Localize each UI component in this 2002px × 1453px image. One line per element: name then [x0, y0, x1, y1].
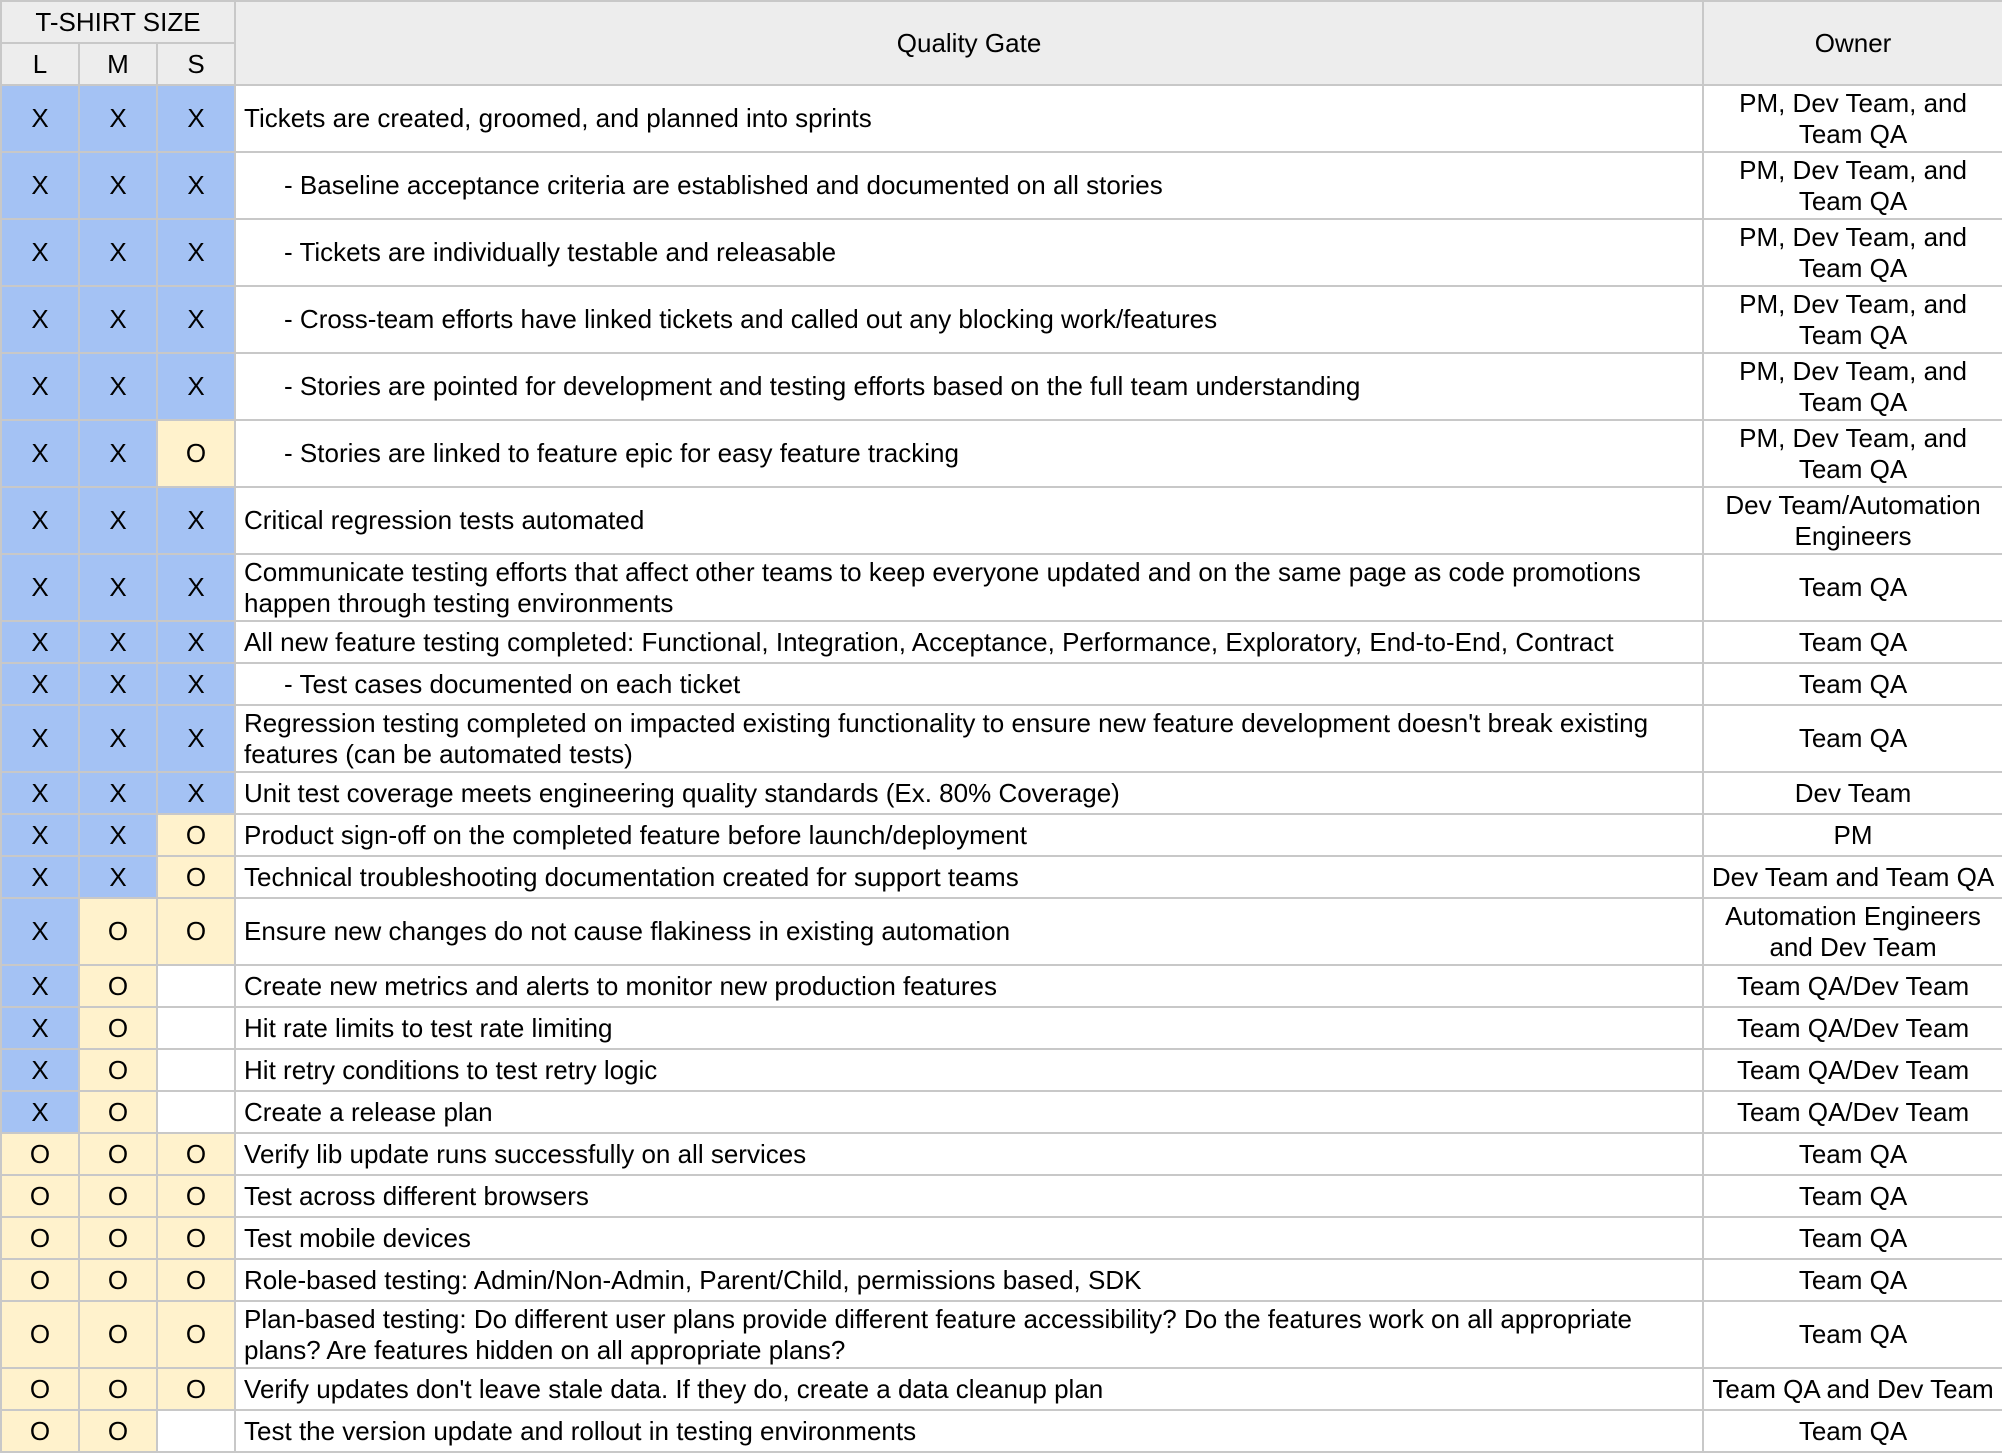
- table-row: [1, 420, 2002, 487]
- owner-cell[interactable]: Team QA/Dev Team: [1703, 1091, 2002, 1133]
- size-l-cell[interactable]: X: [1, 353, 79, 420]
- size-l-cell[interactable]: X: [1, 856, 79, 898]
- size-s-cell[interactable]: [157, 1049, 235, 1091]
- size-l-cell[interactable]: X: [1, 621, 79, 663]
- table-row: [1, 1301, 2002, 1368]
- table-row: [1, 856, 2002, 898]
- size-m-cell[interactable]: O: [79, 1217, 157, 1259]
- size-s-header[interactable]: S: [157, 43, 235, 85]
- size-s-cell[interactable]: X: [157, 554, 235, 621]
- size-m-cell[interactable]: X: [79, 814, 157, 856]
- size-l-cell[interactable]: O: [1, 1217, 79, 1259]
- size-m-cell[interactable]: X: [79, 420, 157, 487]
- size-l-cell[interactable]: X: [1, 286, 79, 353]
- size-s-cell[interactable]: X: [157, 286, 235, 353]
- table-row: [1, 85, 2002, 152]
- size-s-cell[interactable]: O: [157, 898, 235, 965]
- quality-gate-cell[interactable]: Plan-based testing: Do different user plans provide different feature accessibility? Do the features work on all appropriate plans? Are features hidden on all appropriate plans?: [235, 1301, 1703, 1368]
- table-row: [1, 554, 2002, 621]
- table-row: [1, 353, 2002, 420]
- size-m-cell[interactable]: X: [79, 856, 157, 898]
- quality-gate-cell[interactable]: - Stories are linked to feature epic for easy feature tracking: [235, 420, 1703, 487]
- quality-gate-cell[interactable]: Product sign-off on the completed feature before launch/deployment: [235, 814, 1703, 856]
- size-m-cell[interactable]: O: [79, 1368, 157, 1410]
- owner-cell[interactable]: Dev Team and Team QA: [1703, 856, 2002, 898]
- size-m-cell[interactable]: O: [79, 1091, 157, 1133]
- size-l-cell[interactable]: O: [1, 1368, 79, 1410]
- table-row: [1, 1049, 2002, 1091]
- table-row: [1, 1217, 2002, 1259]
- table-row: [1, 1410, 2002, 1452]
- size-s-cell[interactable]: X: [157, 772, 235, 814]
- quality-gate-cell[interactable]: Create a release plan: [235, 1091, 1703, 1133]
- owner-cell[interactable]: Team QA: [1703, 554, 2002, 621]
- size-s-cell[interactable]: X: [157, 705, 235, 772]
- size-m-cell[interactable]: O: [79, 1133, 157, 1175]
- quality-gate-cell[interactable]: - Tickets are individually testable and releasable: [235, 219, 1703, 286]
- size-l-cell[interactable]: O: [1, 1410, 79, 1452]
- table-row: [1, 1007, 2002, 1049]
- size-m-cell[interactable]: O: [79, 965, 157, 1007]
- size-s-cell[interactable]: X: [157, 663, 235, 705]
- owner-cell[interactable]: PM, Dev Team, and Team QA: [1703, 219, 2002, 286]
- owner-cell[interactable]: Dev Team/Automation Engineers: [1703, 487, 2002, 554]
- owner-cell[interactable]: Team QA and Dev Team: [1703, 1368, 2002, 1410]
- owner-cell[interactable]: PM, Dev Team, and Team QA: [1703, 353, 2002, 420]
- owner-cell[interactable]: PM, Dev Team, and Team QA: [1703, 420, 2002, 487]
- owner-cell[interactable]: Team QA: [1703, 1410, 2002, 1452]
- quality-gate-cell[interactable]: Hit retry conditions to test retry logic: [235, 1049, 1703, 1091]
- owner-cell[interactable]: PM, Dev Team, and Team QA: [1703, 85, 2002, 152]
- size-m-cell[interactable]: X: [79, 219, 157, 286]
- size-l-cell[interactable]: X: [1, 1091, 79, 1133]
- quality-gate-cell[interactable]: - Stories are pointed for development and testing efforts based on the full team understanding: [235, 353, 1703, 420]
- table-row: [1, 487, 2002, 554]
- size-l-cell[interactable]: X: [1, 487, 79, 554]
- size-m-cell[interactable]: O: [79, 1049, 157, 1091]
- size-l-cell[interactable]: O: [1, 1175, 79, 1217]
- size-l-cell[interactable]: X: [1, 965, 79, 1007]
- size-s-cell[interactable]: [157, 965, 235, 1007]
- size-l-cell[interactable]: X: [1, 1049, 79, 1091]
- table-row: [1, 814, 2002, 856]
- size-l-cell[interactable]: X: [1, 705, 79, 772]
- size-s-cell[interactable]: O: [157, 1301, 235, 1368]
- table-row: [1, 898, 2002, 965]
- quality-gate-header[interactable]: Quality Gate: [235, 1, 1703, 85]
- owner-cell[interactable]: PM, Dev Team, and Team QA: [1703, 152, 2002, 219]
- size-m-cell[interactable]: O: [79, 1259, 157, 1301]
- quality-gate-cell[interactable]: Communicate testing efforts that affect other teams to keep everyone updated and on the same page as code promotions happen through testing environments: [235, 554, 1703, 621]
- size-s-cell[interactable]: O: [157, 856, 235, 898]
- quality-gate-cell[interactable]: Ensure new changes do not cause flakiness in existing automation: [235, 898, 1703, 965]
- owner-cell[interactable]: Team QA: [1703, 705, 2002, 772]
- quality-gate-cell[interactable]: Test the version update and rollout in testing environments: [235, 1410, 1703, 1452]
- size-m-cell[interactable]: X: [79, 152, 157, 219]
- table-row: [1, 1259, 2002, 1301]
- size-s-cell[interactable]: [157, 1007, 235, 1049]
- size-m-cell[interactable]: X: [79, 663, 157, 705]
- size-s-cell[interactable]: O: [157, 1175, 235, 1217]
- size-s-cell[interactable]: [157, 1410, 235, 1452]
- size-l-cell[interactable]: X: [1, 219, 79, 286]
- size-l-cell[interactable]: X: [1, 1007, 79, 1049]
- owner-cell[interactable]: Team QA: [1703, 663, 2002, 705]
- size-m-cell[interactable]: X: [79, 554, 157, 621]
- owner-cell[interactable]: Team QA/Dev Team: [1703, 965, 2002, 1007]
- table-row: [1, 152, 2002, 219]
- size-l-cell[interactable]: X: [1, 663, 79, 705]
- size-s-cell[interactable]: O: [157, 814, 235, 856]
- size-s-cell[interactable]: X: [157, 353, 235, 420]
- size-s-cell[interactable]: X: [157, 487, 235, 554]
- quality-gate-cell[interactable]: Role-based testing: Admin/Non-Admin, Parent/Child, permissions based, SDK: [235, 1259, 1703, 1301]
- size-l-cell[interactable]: O: [1, 1259, 79, 1301]
- table-row: [1, 286, 2002, 353]
- quality-gate-cell[interactable]: Hit rate limits to test rate limiting: [235, 1007, 1703, 1049]
- table-row: [1, 1133, 2002, 1175]
- tshirt-size-header[interactable]: T-SHIRT SIZE: [1, 1, 235, 43]
- quality-gate-cell[interactable]: Regression testing completed on impacted existing functionality to ensure new feature development doesn't break existing features (can be automated tests): [235, 705, 1703, 772]
- size-m-cell[interactable]: X: [79, 705, 157, 772]
- table-row: [1, 1091, 2002, 1133]
- quality-gate-cell[interactable]: - Baseline acceptance criteria are established and documented on all stories: [235, 152, 1703, 219]
- owner-cell[interactable]: Team QA: [1703, 1217, 2002, 1259]
- size-l-cell[interactable]: X: [1, 420, 79, 487]
- size-m-cell[interactable]: X: [79, 772, 157, 814]
- quality-gate-cell[interactable]: - Cross-team efforts have linked tickets and called out any blocking work/features: [235, 286, 1703, 353]
- quality-gate-cell[interactable]: Verify updates don't leave stale data. If they do, create a data cleanup plan: [235, 1368, 1703, 1410]
- size-l-cell[interactable]: X: [1, 85, 79, 152]
- quality-gate-cell[interactable]: Technical troubleshooting documentation created for support teams: [235, 856, 1703, 898]
- owner-header[interactable]: Owner: [1703, 1, 2002, 85]
- owner-cell[interactable]: PM, Dev Team, and Team QA: [1703, 286, 2002, 353]
- owner-cell[interactable]: Team QA/Dev Team: [1703, 1007, 2002, 1049]
- size-m-cell[interactable]: X: [79, 621, 157, 663]
- size-m-cell[interactable]: O: [79, 1007, 157, 1049]
- owner-cell[interactable]: Team QA: [1703, 621, 2002, 663]
- quality-gate-cell[interactable]: Unit test coverage meets engineering quality standards (Ex. 80% Coverage): [235, 772, 1703, 814]
- size-s-cell[interactable]: O: [157, 1217, 235, 1259]
- size-l-cell[interactable]: X: [1, 814, 79, 856]
- size-m-cell[interactable]: X: [79, 286, 157, 353]
- size-s-cell[interactable]: X: [157, 85, 235, 152]
- table-row: [1, 663, 2002, 705]
- size-m-header[interactable]: M: [79, 43, 157, 85]
- quality-gate-cell[interactable]: Tickets are created, groomed, and planned into sprints: [235, 85, 1703, 152]
- size-m-cell[interactable]: O: [79, 1175, 157, 1217]
- size-s-cell[interactable]: O: [157, 1368, 235, 1410]
- table-row: [1, 965, 2002, 1007]
- size-m-cell[interactable]: O: [79, 898, 157, 965]
- owner-cell[interactable]: Team QA: [1703, 1175, 2002, 1217]
- size-l-cell[interactable]: X: [1, 772, 79, 814]
- quality-gate-cell[interactable]: Test across different browsers: [235, 1175, 1703, 1217]
- size-m-cell[interactable]: O: [79, 1410, 157, 1452]
- size-m-cell[interactable]: X: [79, 487, 157, 554]
- size-l-cell[interactable]: X: [1, 152, 79, 219]
- table-row: [1, 772, 2002, 814]
- size-l-cell[interactable]: O: [1, 1301, 79, 1368]
- owner-cell[interactable]: Dev Team: [1703, 772, 2002, 814]
- size-s-cell[interactable]: X: [157, 219, 235, 286]
- header-row-group: [1, 1, 2002, 43]
- size-m-cell[interactable]: X: [79, 353, 157, 420]
- table-row: [1, 219, 2002, 286]
- owner-cell[interactable]: PM: [1703, 814, 2002, 856]
- quality-gate-cell[interactable]: Verify lib update runs successfully on all services: [235, 1133, 1703, 1175]
- size-s-cell[interactable]: O: [157, 1133, 235, 1175]
- table-row: [1, 705, 2002, 772]
- owner-cell[interactable]: Team QA/Dev Team: [1703, 1049, 2002, 1091]
- size-l-cell[interactable]: O: [1, 1133, 79, 1175]
- size-s-cell[interactable]: [157, 1091, 235, 1133]
- size-m-cell[interactable]: X: [79, 85, 157, 152]
- size-m-cell[interactable]: O: [79, 1301, 157, 1368]
- quality-gate-cell[interactable]: Create new metrics and alerts to monitor new production features: [235, 965, 1703, 1007]
- size-s-cell[interactable]: X: [157, 152, 235, 219]
- table-row: [1, 621, 2002, 663]
- size-l-cell[interactable]: X: [1, 554, 79, 621]
- quality-gate-cell[interactable]: Test mobile devices: [235, 1217, 1703, 1259]
- size-s-cell[interactable]: X: [157, 621, 235, 663]
- quality-gate-cell[interactable]: Critical regression tests automated: [235, 487, 1703, 554]
- quality-gate-cell[interactable]: All new feature testing completed: Functional, Integration, Acceptance, Performance, Exploratory, End-to-End, Contract: [235, 621, 1703, 663]
- size-s-cell[interactable]: O: [157, 1259, 235, 1301]
- size-s-cell[interactable]: O: [157, 420, 235, 487]
- quality-gate-cell[interactable]: - Test cases documented on each ticket: [235, 663, 1703, 705]
- size-l-cell[interactable]: X: [1, 898, 79, 965]
- owner-cell[interactable]: Team QA: [1703, 1301, 2002, 1368]
- size-l-header[interactable]: L: [1, 43, 79, 85]
- table-row: [1, 1175, 2002, 1217]
- owner-cell[interactable]: Automation Engineers and Dev Team: [1703, 898, 2002, 965]
- owner-cell[interactable]: Team QA: [1703, 1133, 2002, 1175]
- owner-cell[interactable]: Team QA: [1703, 1259, 2002, 1301]
- table-row: [1, 1368, 2002, 1410]
